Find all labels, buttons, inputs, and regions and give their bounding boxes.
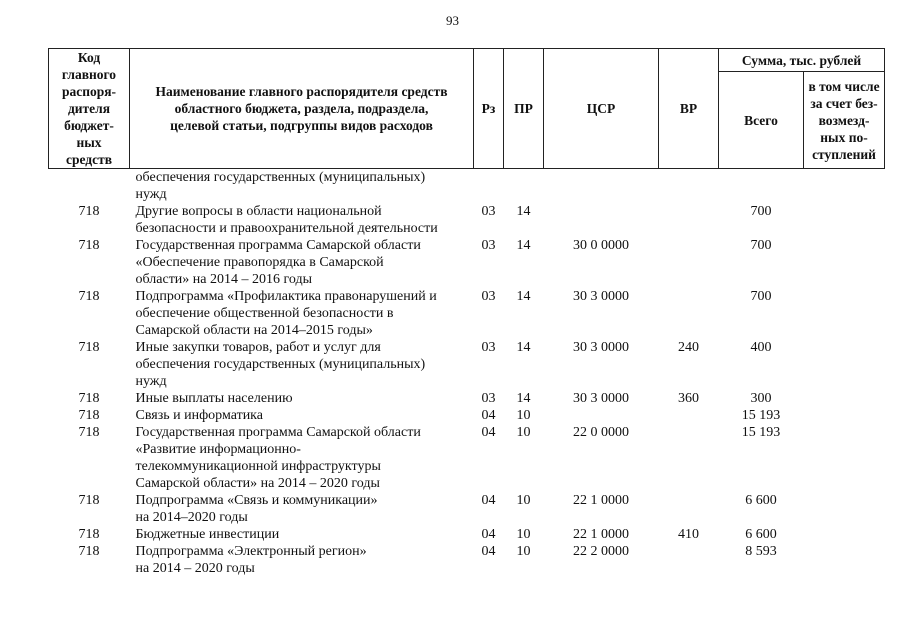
row-rz: 04 bbox=[481, 408, 496, 423]
row-total: 300 bbox=[750, 391, 772, 406]
row-code: 718 bbox=[78, 238, 100, 253]
row-pr: 14 bbox=[516, 204, 531, 219]
row-total: 15 193 bbox=[741, 408, 781, 423]
row-name-line: «Обеспечение правопорядка в Самарской bbox=[135, 255, 384, 270]
row-name bbox=[130, 169, 474, 204]
row-csr: 22 1 0000 bbox=[573, 527, 629, 542]
header-name: Наименование главного распорядителя средств областного бюджета, раздела, подраздела, целевой статьи, подгруппы видов расходов bbox=[130, 49, 474, 169]
row-code: 718 bbox=[78, 391, 100, 406]
table-row bbox=[49, 169, 885, 204]
row-pr: 14 bbox=[516, 238, 531, 253]
row-name-line: Иные выплаты населению bbox=[135, 391, 293, 406]
row-pr: 10 bbox=[516, 425, 531, 440]
row-name-line: обеспечения государственных (муниципальных) bbox=[135, 357, 426, 372]
row-name bbox=[130, 526, 474, 543]
table-row bbox=[49, 407, 885, 424]
header-incl: в том числе за счет без- возмезд- ных по- ступлений bbox=[804, 72, 885, 169]
row-incl bbox=[804, 390, 885, 407]
row-name bbox=[130, 237, 474, 288]
row-name-line: Самарской области на 2014–2015 годы» bbox=[135, 323, 373, 338]
row-code: 718 bbox=[78, 340, 100, 355]
row-rz: 03 bbox=[481, 391, 496, 406]
row-name bbox=[130, 203, 474, 237]
row-csr: 30 3 0000 bbox=[573, 391, 629, 406]
row-vr: 360 bbox=[678, 391, 699, 406]
row-code: 718 bbox=[78, 527, 100, 542]
row-vr: 410 bbox=[678, 527, 699, 542]
row-csr: 30 3 0000 bbox=[573, 340, 629, 355]
row-pr: 14 bbox=[516, 289, 531, 304]
row-rz: 03 bbox=[481, 340, 496, 355]
row-csr bbox=[544, 203, 659, 237]
row-total: 700 bbox=[750, 289, 772, 304]
row-name-line: Подпрограмма «Связь и коммуникации» bbox=[135, 493, 378, 508]
row-vr bbox=[659, 169, 719, 204]
row-incl bbox=[804, 543, 885, 577]
row-total: 6 600 bbox=[745, 527, 777, 542]
table-row bbox=[49, 390, 885, 407]
row-total: 400 bbox=[750, 340, 772, 355]
row-total: 6 600 bbox=[745, 493, 777, 508]
row-code bbox=[49, 169, 130, 204]
row-vr bbox=[659, 424, 719, 492]
header-code: Код главного распоря- дителя бюджет- ных средств bbox=[49, 49, 130, 169]
row-name bbox=[130, 339, 474, 390]
row-csr: 22 1 0000 bbox=[573, 493, 629, 508]
row-name bbox=[130, 492, 474, 526]
row-pr: 10 bbox=[516, 408, 531, 423]
table-row bbox=[49, 203, 885, 237]
row-rz: 04 bbox=[481, 544, 496, 559]
row-name-line: Бюджетные инвестиции bbox=[135, 527, 280, 542]
row-vr bbox=[659, 407, 719, 424]
row-incl bbox=[804, 237, 885, 288]
row-name bbox=[130, 424, 474, 492]
row-code: 718 bbox=[78, 425, 100, 440]
row-pr: 10 bbox=[516, 527, 531, 542]
row-name bbox=[130, 543, 474, 577]
row-incl bbox=[804, 288, 885, 339]
row-rz: 03 bbox=[481, 204, 496, 219]
row-pr: 14 bbox=[516, 391, 531, 406]
row-incl bbox=[804, 492, 885, 526]
row-pr: 10 bbox=[516, 544, 531, 559]
header-vr: ВР bbox=[659, 49, 719, 169]
row-name-line: области» на 2014 – 2016 годы bbox=[135, 272, 313, 287]
row-csr bbox=[544, 407, 659, 424]
header-rz: Рз bbox=[474, 49, 504, 169]
row-csr: 22 0 0000 bbox=[573, 425, 629, 440]
row-incl bbox=[804, 424, 885, 492]
row-name bbox=[130, 407, 474, 424]
table-row bbox=[49, 526, 885, 543]
row-name-line: Самарской области» на 2014 – 2020 годы bbox=[135, 476, 380, 491]
row-rz: 04 bbox=[481, 493, 496, 508]
row-name-line: «Развитие информационно- bbox=[135, 442, 301, 457]
row-total: 700 bbox=[750, 204, 772, 219]
row-name-line: безопасности и правоохранительной деятельности bbox=[135, 221, 438, 236]
table-row bbox=[49, 339, 885, 390]
row-incl bbox=[804, 169, 885, 204]
row-incl bbox=[804, 203, 885, 237]
row-pr: 14 bbox=[516, 340, 531, 355]
row-csr bbox=[544, 169, 659, 204]
table-row bbox=[49, 492, 885, 526]
row-name-line: телекоммуникационной инфраструктуры bbox=[135, 459, 381, 474]
budget-table bbox=[48, 48, 885, 577]
row-name-line: Связь и информатика bbox=[135, 408, 263, 423]
row-total: 700 bbox=[750, 238, 772, 253]
row-name-line: обеспечение общественной безопасности в bbox=[135, 306, 394, 321]
row-vr bbox=[659, 203, 719, 237]
header-pr: ПР bbox=[504, 49, 544, 169]
row-total: 15 193 bbox=[741, 425, 781, 440]
row-csr: 30 0 0000 bbox=[573, 238, 629, 253]
row-code: 718 bbox=[78, 408, 100, 423]
row-name-line: нужд bbox=[135, 374, 167, 389]
table-row bbox=[49, 237, 885, 288]
header-total: Всего bbox=[719, 72, 804, 169]
page-number: 93 bbox=[446, 13, 459, 28]
row-total: 8 593 bbox=[745, 544, 777, 559]
row-name-line: Подпрограмма «Электронный регион» bbox=[135, 544, 367, 559]
row-rz bbox=[474, 169, 504, 204]
header-csr: ЦСР bbox=[544, 49, 659, 169]
row-vr bbox=[659, 543, 719, 577]
row-vr: 240 bbox=[678, 340, 699, 355]
row-rz: 04 bbox=[481, 527, 496, 542]
row-pr: 10 bbox=[516, 493, 531, 508]
row-code: 718 bbox=[78, 289, 100, 304]
row-name-line: нужд bbox=[135, 187, 167, 202]
row-code: 718 bbox=[78, 204, 100, 219]
row-name-line: на 2014 – 2020 годы bbox=[135, 561, 255, 576]
row-pr bbox=[504, 169, 544, 204]
table-row bbox=[49, 424, 885, 492]
row-total bbox=[719, 169, 804, 204]
row-rz: 03 bbox=[481, 238, 496, 253]
row-incl bbox=[804, 339, 885, 390]
row-name-line: Другие вопросы в области национальной bbox=[135, 204, 382, 219]
row-csr: 22 2 0000 bbox=[573, 544, 629, 559]
row-name-line: Государственная программа Самарской области bbox=[135, 425, 421, 440]
table-row bbox=[49, 288, 885, 339]
row-name bbox=[130, 288, 474, 339]
table-header bbox=[49, 49, 885, 169]
row-name-line: обеспечения государственных (муниципальных) bbox=[135, 170, 426, 185]
row-vr bbox=[659, 492, 719, 526]
row-rz: 04 bbox=[481, 425, 496, 440]
row-vr bbox=[659, 237, 719, 288]
row-name-line: на 2014–2020 годы bbox=[135, 510, 248, 525]
row-incl bbox=[804, 407, 885, 424]
row-vr bbox=[659, 288, 719, 339]
row-code: 718 bbox=[78, 493, 100, 508]
header-sum: Сумма, тыс. рублей bbox=[719, 49, 885, 72]
table-row bbox=[49, 543, 885, 577]
row-code: 718 bbox=[78, 544, 100, 559]
row-incl bbox=[804, 526, 885, 543]
table-body bbox=[49, 169, 885, 578]
row-name-line: Государственная программа Самарской области bbox=[135, 238, 421, 253]
row-name-line: Подпрограмма «Профилактика правонарушений и bbox=[135, 289, 437, 304]
row-name bbox=[130, 390, 474, 407]
row-csr: 30 3 0000 bbox=[573, 289, 629, 304]
row-name-line: Иные закупки товаров, работ и услуг для bbox=[135, 340, 381, 355]
row-rz: 03 bbox=[481, 289, 496, 304]
